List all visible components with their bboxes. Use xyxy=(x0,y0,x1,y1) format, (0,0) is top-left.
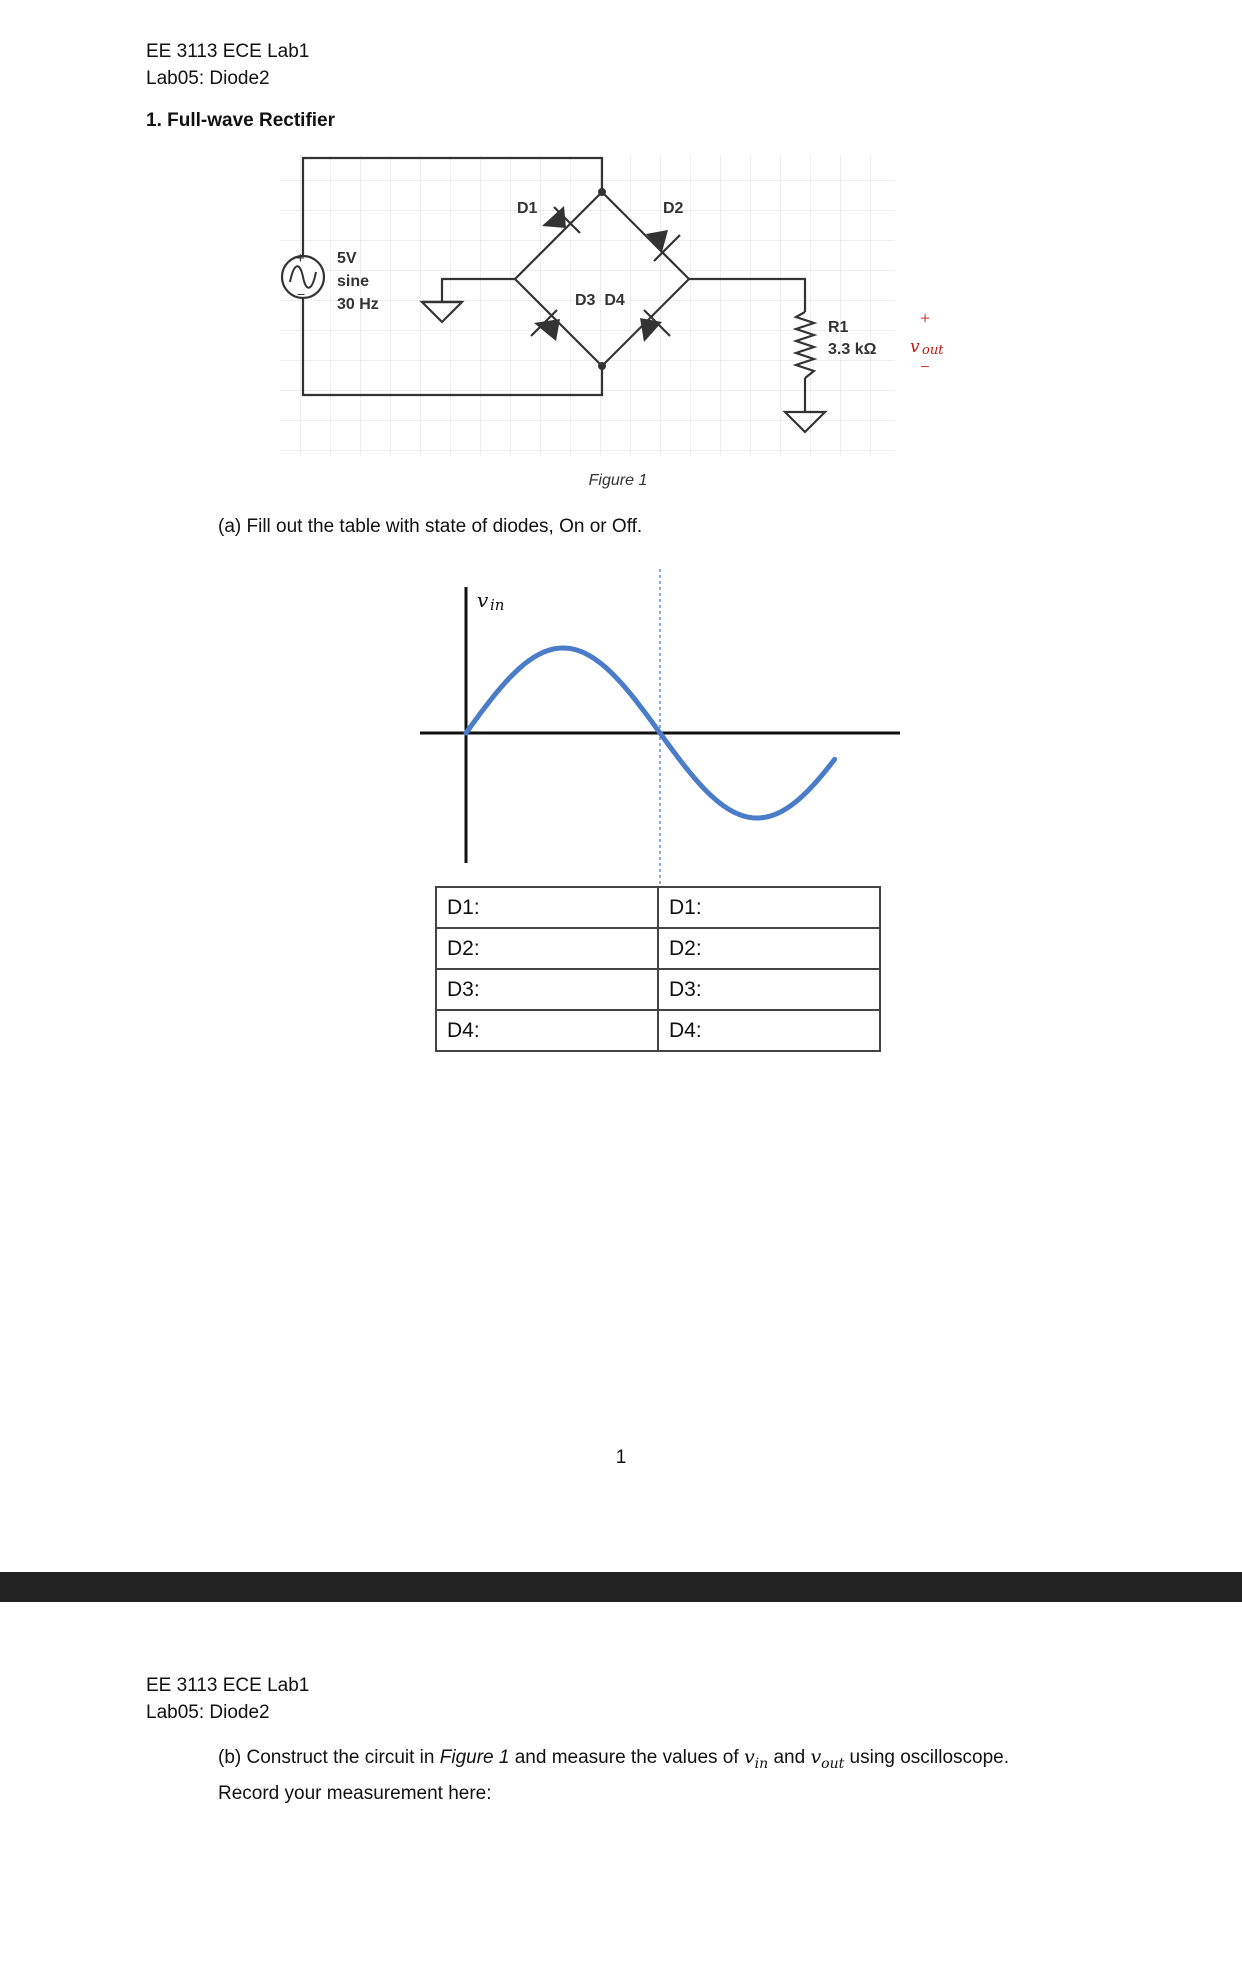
table-cell[interactable]: D2: xyxy=(658,928,880,969)
resistor-value-label: 3.3 kΩ xyxy=(828,341,877,358)
diode-d1-label: D1 xyxy=(517,200,538,217)
figure-reference: Figure 1 xyxy=(439,1747,510,1768)
svg-text:+: + xyxy=(296,250,305,267)
question-b: (b) Construct the circuit in Figure 1 and measure the values of $v_{in}$ and $v_{out}$ using oscilloscope. Record your measurement here: xyxy=(218,1743,1168,1808)
source-type-label: sine xyxy=(337,273,370,290)
table-row xyxy=(436,928,880,969)
table-cell[interactable]: D1: xyxy=(436,887,658,928)
diode-d3-d4-label: D3 D4 xyxy=(575,292,625,309)
question-a: (a) Fill out the table with state of diodes, On or Off. xyxy=(218,516,643,537)
vout-label: v xyxy=(910,337,920,357)
section-title: 1. Full-wave Rectifier xyxy=(146,110,336,131)
rectifier-circuit-diagram xyxy=(270,150,970,460)
page-header xyxy=(146,38,309,92)
vin-waveform-plot xyxy=(415,565,905,885)
course-title: EE 3113 ECE Lab1 xyxy=(146,41,310,62)
lab-title: Lab05: Diode2 xyxy=(146,1702,270,1723)
vout-minus: − xyxy=(920,357,930,376)
vin-axis-label: v xyxy=(477,588,489,612)
page-divider xyxy=(0,1572,1242,1602)
resistor-name-label: R1 xyxy=(828,319,849,336)
table-cell[interactable]: D2: xyxy=(436,928,658,969)
lab-title: Lab05: Diode2 xyxy=(146,68,270,89)
vin-axis-subscript: in xyxy=(490,596,505,614)
vout-plus: + xyxy=(920,308,931,328)
diode-d2-label: D2 xyxy=(663,200,684,217)
course-title: EE 3113 ECE Lab1 xyxy=(146,1675,310,1696)
vin-symbol: $v_{in}$ xyxy=(743,1746,769,1772)
diode-state-table xyxy=(435,886,881,1052)
table-cell[interactable]: D1: xyxy=(658,887,880,928)
source-voltage-label: 5V xyxy=(337,250,357,267)
figure-caption: Figure 1 xyxy=(588,472,648,489)
table-row xyxy=(436,887,880,928)
question-b-line2: Record your measurement here: xyxy=(218,1782,492,1804)
table-row xyxy=(436,1010,880,1051)
page-number: 1 xyxy=(615,1447,627,1468)
svg-text:−: − xyxy=(297,286,306,302)
table-cell[interactable]: D4: xyxy=(658,1010,880,1051)
page-header xyxy=(146,1672,309,1726)
table-cell[interactable]: D3: xyxy=(658,969,880,1010)
vout-symbol: $v_{out}$ xyxy=(810,1746,845,1772)
table-cell[interactable]: D3: xyxy=(436,969,658,1010)
vout-subscript: out xyxy=(922,343,944,358)
table-cell[interactable]: D4: xyxy=(436,1010,658,1051)
source-frequency-label: 30 Hz xyxy=(337,296,379,313)
table-row xyxy=(436,969,880,1010)
